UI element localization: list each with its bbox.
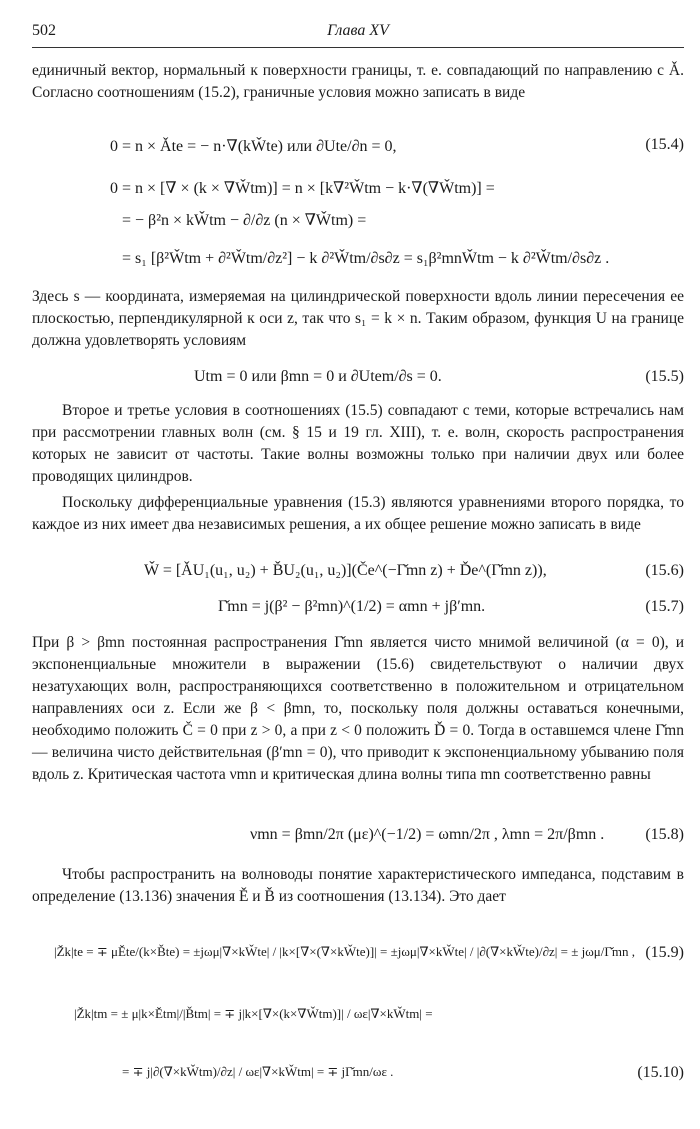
paragraph-2: Здесь s — координата, измеряемая на цилиндрической поверхности вдоль линии пересечения ее плоскостью, перпендикулярной к оси z, так что s₁ = k × n. Таким образом, функция U на границе должна удовлетворять условиям	[32, 288, 684, 349]
equation-text: Utm = 0 или βmn = 0 и ∂Utem/∂s = 0.	[194, 368, 442, 385]
equation-15-9-line-1	[32, 944, 684, 972]
running-header	[32, 22, 684, 44]
equation-text: 0 = n × [∇ × (k × ∇W̌tm)] = n × [k∇²W̌tm − k·∇(∇W̌tm)] =	[110, 180, 495, 197]
book-page	[32, 0, 684, 1129]
equation-text: νmn = βmn/2π (με)^(−1/2) = ωmn/2π , λmn = 2π/βmn .	[250, 826, 605, 843]
header-rule	[32, 47, 684, 48]
paragraph-1: единичный вектор, нормальный к поверхности границы, т. е. совпадающий по направлению с Ǎ. Согласно соотношениям (15.2), граничные условия можно записать в виде	[32, 62, 684, 101]
equation-number: (15.6)	[645, 562, 684, 579]
paragraph-4: Поскольку дифференциальные уравнения (15.3) являются уравнениями второго порядка, то каждое из них имеет два независимых решения, а их общее решение можно записать в виде	[32, 494, 684, 533]
equation-15-4-line-1	[32, 136, 684, 164]
equation-text: = s₁ [β²W̌tm + ∂²W̌tm/∂z²] − k ∂²W̌tm/∂s∂z = s₁β²mnW̌tm − k ∂²W̌tm/∂s∂z .	[122, 250, 610, 267]
equation-15-7	[32, 598, 684, 626]
equation-15-4-line-3	[32, 210, 684, 238]
equation-number: (15.7)	[645, 598, 684, 615]
equation-text: |Žk|te = ∓ μĚte/(k×B̌te) = ±jωμ|∇×kW̌te| / |k×[∇×(∇×kW̌te)]| = ±jωμ|∇×kW̌te| / |∂(∇×kW̌te)/∂z| = ± jωμ/Γ̌mn ,	[54, 944, 635, 959]
equation-15-8	[32, 826, 684, 854]
equation-text: = ∓ j|∂(∇×kW̌tm)/∂z| / ωε|∇×kW̌tm| = ∓ jΓ̌mn/ωε .	[122, 1064, 394, 1079]
equation-15-4-line-4	[32, 250, 684, 278]
equation-15-4-line-2	[32, 178, 684, 206]
equation-number: (15.10)	[637, 1064, 684, 1081]
equation-15-6	[32, 562, 684, 590]
equation-text: Γ̌mn = j(β² − β²mn)^(1/2) = αmn + jβ′mn.	[218, 598, 486, 615]
paragraph-6: Чтобы распространить на волноводы понятие характеристического импеданса, подставим в определение (13.136) значения Ě и B̌ из соотношения (13.134). Это дает	[32, 866, 684, 905]
equation-15-10	[32, 1064, 684, 1092]
equation-text: |Žk|tm = ± μ|k×Ětm|/|B̌tm| = ∓ j|k×[∇×(k×∇W̌tm)]| / ωε|∇×kW̌tm| =	[74, 1006, 433, 1021]
equation-text: = − β²n × kW̌tm − ∂/∂z (n × ∇W̌tm) =	[122, 212, 367, 229]
equation-15-5	[32, 368, 684, 396]
equation-number: (15.9)	[645, 944, 684, 961]
equation-15-9-line-2	[32, 1006, 684, 1034]
chapter-title: Глава XV	[327, 22, 389, 39]
paragraph-5: При β > βmn постоянная распространения Γ̌mn является чисто мнимой величиной (α = 0), и экспоненциальные множители в выражении (15.6) свидетельствуют о наличии двух незатухающих волн, распространяющихся соответственно в положительном и отрицательном направлениях оси z. Если же β < βmn, то, поскольку поля должны оставаться конечными, необходимо положить Č = 0 при z > 0, а при z < 0 положить Ď = 0. Тогда в оставшемся члене Γ̌mn — величина чисто действительная (β′mn = 0), что приводит к экспоненциальному убыванию поля вдоль z. Критическая частота νmn и критическая длина волны типа mn соответственно равны	[32, 634, 684, 783]
paragraph-3: Второе и третье условия в соотношениях (15.5) совпадают с теми, которые встречались нам при рассмотрении главных волн (см. § 15 и 19 гл. XIII), т. е. волн, скорость распространения которых не зависит от частоты. Такие волны возможны только при наличии двух или более проводящих цилиндров.	[32, 402, 684, 485]
equation-number: (15.4)	[645, 136, 684, 153]
equation-number: (15.8)	[645, 826, 684, 843]
equation-text: 0 = n × Ǎte = − n·∇(kW̌te) или ∂Ute/∂n = 0,	[110, 138, 397, 155]
equation-number: (15.5)	[645, 368, 684, 385]
equation-text: W̌ = [ǍU₁(u₁, u₂) + B̌U₂(u₁, u₂)](Če^(−Γ̌mn z) + Ďe^(Γ̌mn z)),	[144, 562, 547, 579]
page-number: 502	[32, 22, 56, 39]
